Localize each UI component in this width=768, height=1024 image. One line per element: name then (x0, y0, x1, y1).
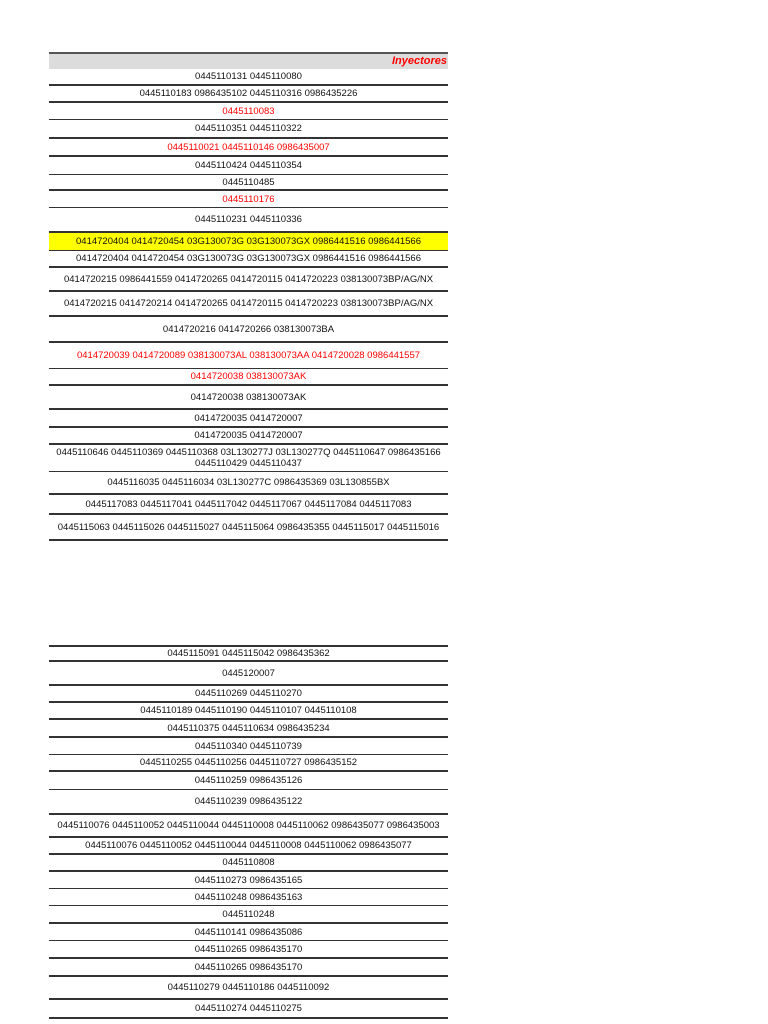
table-row (49, 103, 448, 120)
table-row (49, 208, 448, 233)
row-text: 0445110189 0445110190 0445110107 0445110108 (140, 705, 357, 716)
table-row (49, 941, 448, 959)
row-text: 0414720038 038130073AK (190, 371, 307, 382)
table-row (49, 472, 448, 495)
row-text: 0445110485 (222, 176, 275, 188)
table-row (49, 428, 448, 445)
table-row (49, 772, 448, 790)
table-row (49, 1000, 448, 1019)
row-text: 0414720404 0414720454 03G130073G 03G130073GX 0986441516 0986441566 (76, 253, 421, 264)
table-row (49, 855, 448, 872)
table-row (49, 175, 448, 191)
table-row (49, 703, 448, 720)
table-row (49, 445, 448, 472)
row-text: 0445110131 0445110080 (195, 71, 302, 82)
table-row (49, 69, 448, 86)
row-text: 0445110183 0986435102 0445110316 0986435226 (139, 88, 358, 99)
table-row (49, 838, 448, 855)
table-row (49, 720, 448, 738)
row-text: 0445110375 0445110634 0986435234 (167, 722, 330, 734)
row-text: 0445110076 0445110052 0445110044 0445110008 0445110062 0986435077 0986435003 (57, 820, 440, 831)
row-text: 0445110274 0445110275 (195, 1003, 302, 1014)
row-text: 0445110269 0445110270 (195, 688, 302, 699)
row-text: 0414720216 0414720266 038130073BA (162, 323, 335, 335)
table-row (49, 959, 448, 977)
row-text: 0445110176 (222, 193, 275, 205)
row-text: 0445110273 0986435165 (194, 874, 303, 886)
row-text: 0445110340 0445110739 (195, 740, 302, 752)
row-text: 0445110351 0445110322 (195, 123, 302, 134)
row-text: 0414720215 0414720214 0414720265 0414720115 0414720223 038130073BP/AG/NX (63, 298, 434, 309)
row-text: 0445110076 0445110052 0445110044 0445110008 0445110062 0986435077 (85, 840, 412, 851)
row-text: 0445110808 (222, 857, 275, 868)
table-row (49, 86, 448, 103)
row-text: 0414720038 038130073AK (190, 391, 307, 403)
row-text: 0414720039 0414720089 038130073AL 038130073AA 0414720028 0986441557 (76, 350, 421, 361)
table-row (49, 292, 448, 317)
table-row (49, 815, 448, 838)
table-row (49, 686, 448, 703)
table-row (49, 268, 448, 292)
table-row (49, 790, 448, 815)
column-header (49, 52, 448, 69)
table-row (49, 755, 448, 772)
table-row-highlighted (49, 233, 448, 251)
table-row (49, 977, 448, 1000)
table-row (49, 738, 448, 755)
table-row (49, 251, 448, 268)
table-row (49, 889, 448, 906)
row-text: 0414720404 0414720454 03G130073G 03G130073GX 0986441516 0986441566 (76, 236, 421, 247)
row-text: 0445110083 (222, 105, 275, 117)
row-text: 0445120007 (222, 667, 275, 679)
table-row (49, 662, 448, 686)
table-row (49, 906, 448, 924)
table-row (49, 924, 448, 941)
row-text: 0445117083 0445117041 0445117042 0445117067 0445117084 0445117083 (85, 498, 412, 510)
table-row (49, 410, 448, 428)
row-text: 0445115091 0445115042 0986435362 (167, 648, 330, 659)
row-text: 0445110255 0445110256 0445110727 0986435152 (139, 757, 358, 768)
table-row (49, 386, 448, 410)
header-title: Inyectores (391, 55, 447, 67)
row-text: 0414720035 0414720007 (194, 412, 303, 424)
row-text: 0445110248 (222, 908, 275, 920)
row-text: 0445110424 0445110354 (195, 160, 302, 171)
table-row (49, 157, 448, 175)
table-row (49, 872, 448, 889)
table-row (49, 495, 448, 515)
table-row (49, 515, 448, 541)
table-row (49, 139, 448, 157)
table-row (49, 343, 448, 369)
row-text: 0445110265 0986435170 (194, 961, 303, 973)
table-row (49, 317, 448, 343)
table-row (49, 647, 448, 662)
row-text: 0445110248 0986435163 (194, 891, 303, 903)
row-text: 0445110265 0986435170 (194, 943, 303, 955)
row-text: 0445115063 0445115026 0445115027 0445115064 0986435355 0445115017 0445115016 (57, 521, 440, 533)
table-row (49, 120, 448, 139)
table-row (49, 191, 448, 208)
row-text: 0445110259 0986435126 (194, 775, 303, 786)
row-text: 0445116035 0445116034 03L130277C 0986435369 03L130855BX (107, 477, 390, 488)
row-text: 0445110231 0445110336 (195, 214, 302, 225)
row-text: 0414720035 0414720007 (194, 430, 303, 441)
row-text: 0445110021 0445110146 0986435007 (167, 141, 330, 153)
row-text: 0445110279 0445110186 0445110092 (167, 982, 330, 993)
table-row (49, 369, 448, 386)
row-text: 0445110239 0986435122 (194, 796, 303, 807)
row-text: 0445110646 0445110369 0445110368 03L130277J 03L130277Q 0445110647 0986435166 0445110429 0445110437 (56, 447, 441, 469)
row-text: 0414720215 0986441559 0414720265 0414720115 0414720223 038130073BP/AG/NX (63, 273, 434, 285)
row-text: 0445110141 0986435086 (194, 926, 303, 938)
